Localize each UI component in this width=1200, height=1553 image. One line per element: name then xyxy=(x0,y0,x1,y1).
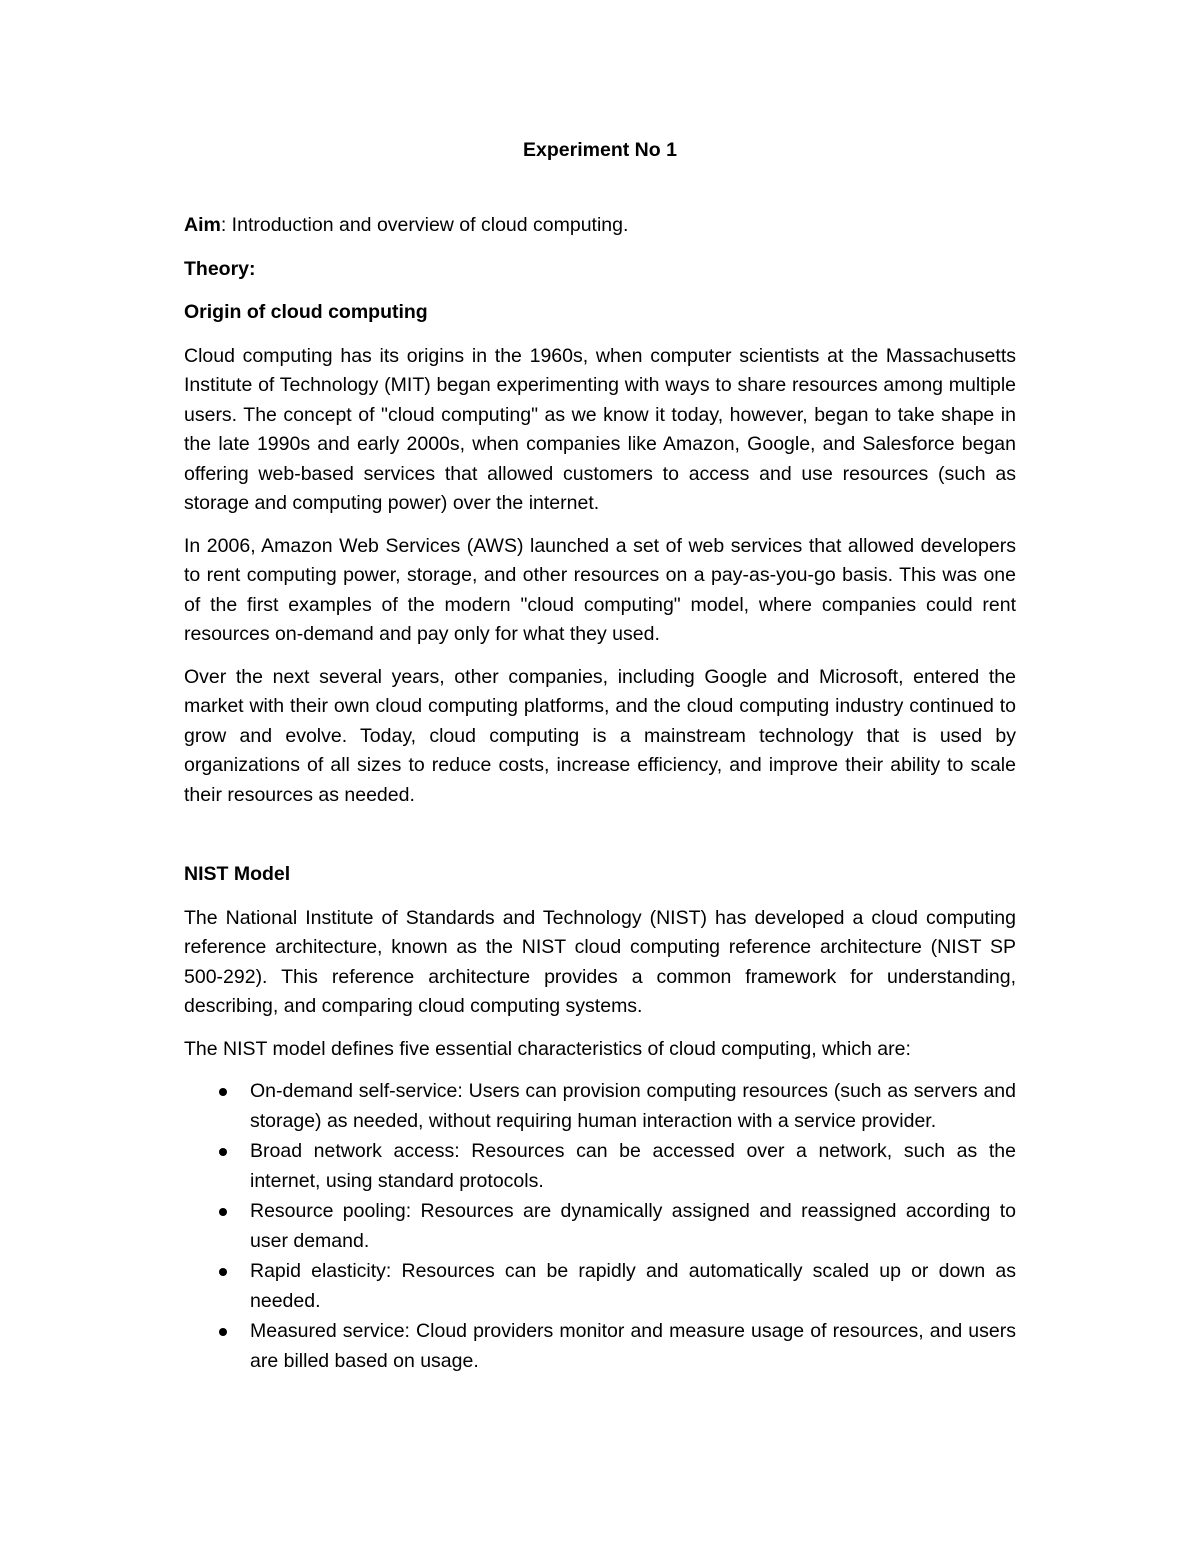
characteristics-list xyxy=(184,1077,1016,1376)
bullet-icon xyxy=(219,1328,227,1336)
list-item xyxy=(250,1257,1016,1316)
nist-paragraph: The National Institute of Standards and Technology (NIST) has developed a cloud computing reference architecture, known as the NIST cloud computing reference architecture (NIST SP 500-292). This reference architecture provides a common framework for understanding, describing, and comparing cloud computing systems. xyxy=(184,906,1016,1017)
document-page xyxy=(184,128,1016,1377)
list-item-text: Resource pooling: Resources are dynamically assigned and reassigned according to user demand. xyxy=(250,1200,1016,1252)
nist-heading: NIST Model xyxy=(184,863,291,885)
list-item-text: Measured service: Cloud providers monitor and measure usage of resources, and users are billed based on usage. xyxy=(250,1320,1016,1372)
aim-label: Aim xyxy=(184,214,221,236)
list-item xyxy=(250,1197,1016,1256)
document-title: Experiment No 1 xyxy=(523,139,677,161)
theory-label: Theory: xyxy=(184,257,256,280)
origin-paragraph: In 2006, Amazon Web Services (AWS) launched a set of web services that allowed developers to rent computing power, storage, and other resources on a pay-as-you-go basis. This was one of the first examples of the modern "cloud computing" model, where companies could rent resources on-demand and pay only for what they used. xyxy=(184,534,1016,645)
list-item xyxy=(250,1317,1016,1376)
list-item xyxy=(250,1137,1016,1196)
bullet-icon xyxy=(219,1268,227,1276)
list-item-text: On-demand self-service: Users can provision computing resources (such as servers and storage) as needed, without requiring human interaction with a service provider. xyxy=(250,1080,1016,1132)
nist-paragraph: The NIST model defines five essential characteristics of cloud computing, which are: xyxy=(184,1037,911,1060)
origin-paragraph: Cloud computing has its origins in the 1960s, when computer scientists at the Massachusetts Institute of Technology (MIT) began experimenting with ways to share resources among multiple users. The concept of "cloud computing" as we know it today, however, began to take shape in the late 1990s and early 2000s, when companies like Amazon, Google, and Salesforce began offering web-based services that allowed customers to access and use resources (such as storage and computing power) over the internet. xyxy=(184,344,1016,514)
aim-text: : Introduction and overview of cloud computing. xyxy=(220,214,629,236)
aim-line xyxy=(184,211,1016,241)
bullet-icon xyxy=(219,1088,227,1096)
bullet-icon xyxy=(219,1208,227,1216)
list-item xyxy=(250,1077,1016,1136)
list-item-text: Rapid elasticity: Resources can be rapidly and automatically scaled up or down as needed. xyxy=(250,1260,1016,1312)
bullet-icon xyxy=(219,1148,227,1156)
origin-heading: Origin of cloud computing xyxy=(184,301,428,323)
origin-paragraph: Over the next several years, other companies, including Google and Microsoft, entered the market with their own cloud computing platforms, and the cloud computing industry continued to grow and evolve. Today, cloud computing is a mainstream technology that is used by organizations of all sizes to reduce costs, increase efficiency, and improve their ability to scale their resources as needed. xyxy=(184,665,1016,806)
list-item-text: Broad network access: Resources can be accessed over a network, such as the internet, using standard protocols. xyxy=(250,1140,1016,1192)
